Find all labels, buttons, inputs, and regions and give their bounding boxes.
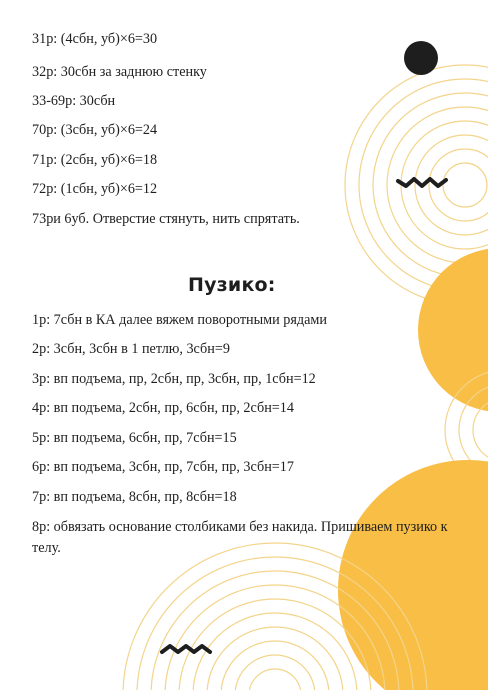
- row-line: 3р: вп подъема, пр, 2сбн, пр, 3сбн, пр, 1сбн=12: [32, 371, 316, 387]
- row-line: 33-69р: 30сбн: [32, 93, 116, 109]
- row-line: 71р: (2сбн, уб)×6=18: [32, 152, 158, 168]
- row-line: 2р: 3сбн, 3сбн в 1 петлю, 3сбн=9: [32, 341, 230, 357]
- row-line: 73ри 6уб. Отверстие стянуть, нить спрятать.: [32, 211, 300, 227]
- row-line: 6р: вп подъема, 3сбн, пр, 7сбн, пр, 3сбн=17: [32, 459, 294, 475]
- section-title: Пузико:: [188, 274, 276, 296]
- row-line: 32р: 30сбн за заднюю стенку: [32, 64, 207, 80]
- row-line: 1р: 7сбн в КА далее вяжем поворотными рядами: [32, 312, 327, 328]
- row-line: 72р: (1сбн, уб)×6=12: [32, 181, 158, 197]
- row-line: 70р: (3сбн, уб)×6=24: [32, 122, 158, 138]
- row-line: 5р: вп подъема, 6сбн, пр, 7сбн=15: [32, 430, 237, 446]
- row-line: 7р: вп подъема, 8сбн, пр, 8сбн=18: [32, 489, 237, 505]
- row-line: 8р: обвязать основание столбиками без накида. Пришиваем пузико к телу.: [32, 519, 448, 556]
- row-line: 31р: (4сбн, уб)×6=30: [32, 31, 158, 47]
- row-line: 4р: вп подъема, 2сбн, пр, 6сбн, пр, 2сбн=14: [32, 400, 294, 416]
